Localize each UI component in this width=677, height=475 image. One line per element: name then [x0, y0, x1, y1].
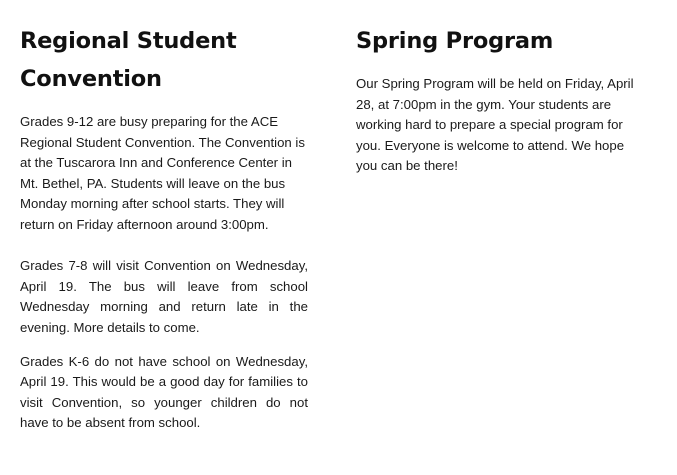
- spring-program-paragraph: Our Spring Program will be held on Friday, April 28, at 7:00pm in the gym. Your students are working hard to prepare a special program for you. Everyone is welcome to attend. We hope you can be there!: [356, 76, 634, 174]
- regional-convention-article: [20, 22, 308, 434]
- spring-program-article: [356, 22, 644, 177]
- grades-9-12-paragraph: Grades 9-12 are busy preparing for the ACE Regional Student Convention. The Convention is at the Tuscarora Inn and Conference Center in Mt. Bethel, PA. Students will leave on the bus Monday morning after school starts. They will return on Friday afternoon around 3:00pm.: [20, 114, 305, 232]
- spring-program-heading: Spring Program: [356, 28, 554, 54]
- grades-7-8-paragraph: Grades 7-8 will visit Convention on Wednesday, April 19. The bus will leave from school Wednesday morning and return late in the evening. More details to come.: [20, 258, 308, 335]
- regional-convention-heading: Regional Student Convention: [20, 28, 237, 92]
- grades-k-6-paragraph: Grades K-6 do not have school on Wednesday, April 19. This would be a good day for families to visit Convention, so younger children do not have to be absent from school.: [20, 353, 308, 431]
